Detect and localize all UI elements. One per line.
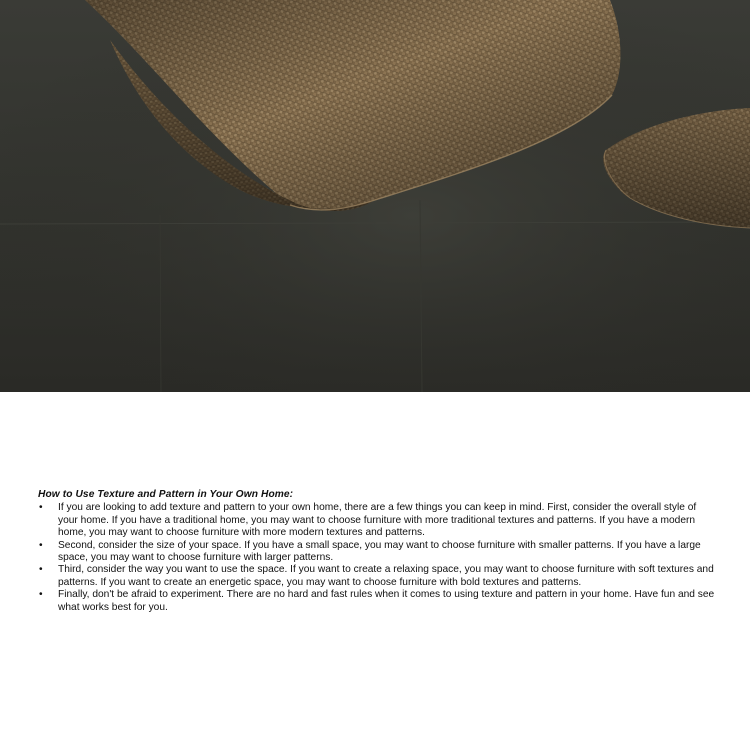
list-item-text: If you are looking to add texture and pattern to your own home, there are a few things you can keep in mind. First, consider the overall style of your home. If you have a traditional home, you may want to choose furniture with more traditional textures and patterns. If you have a modern home, you may want to choose furniture with more modern textures and patterns. <box>58 502 697 539</box>
list-item <box>38 502 718 539</box>
article-section <box>38 489 718 614</box>
list-item-text: Second, consider the size of your space. If you have a small space, you may want to choose furniture with smaller patterns. If you have a large space, you may want to choose furniture with larger patterns. <box>58 539 701 564</box>
bullet-list <box>38 502 718 614</box>
bullet-icon: • <box>39 502 43 514</box>
bullet-icon: • <box>39 539 43 551</box>
list-item <box>38 540 718 565</box>
bullet-icon: • <box>39 589 43 601</box>
list-item-text: Third, consider the way you want to use the space. If you want to create a relaxing space, you may want to choose furniture with soft textures and patterns. If you want to create an energetic space, you may want to choose furniture with bold textures and patterns. <box>58 564 714 588</box>
bullet-icon: • <box>39 564 43 576</box>
list-item-text: Finally, don't be afraid to experiment. There are no hard and fast rules when it comes to using texture and pattern in your home. Have fun and see what works best for you. <box>58 589 715 613</box>
list-item <box>38 589 718 614</box>
list-item <box>38 564 718 589</box>
article-heading: How to Use Texture and Pattern in Your Own Home: <box>38 489 294 500</box>
